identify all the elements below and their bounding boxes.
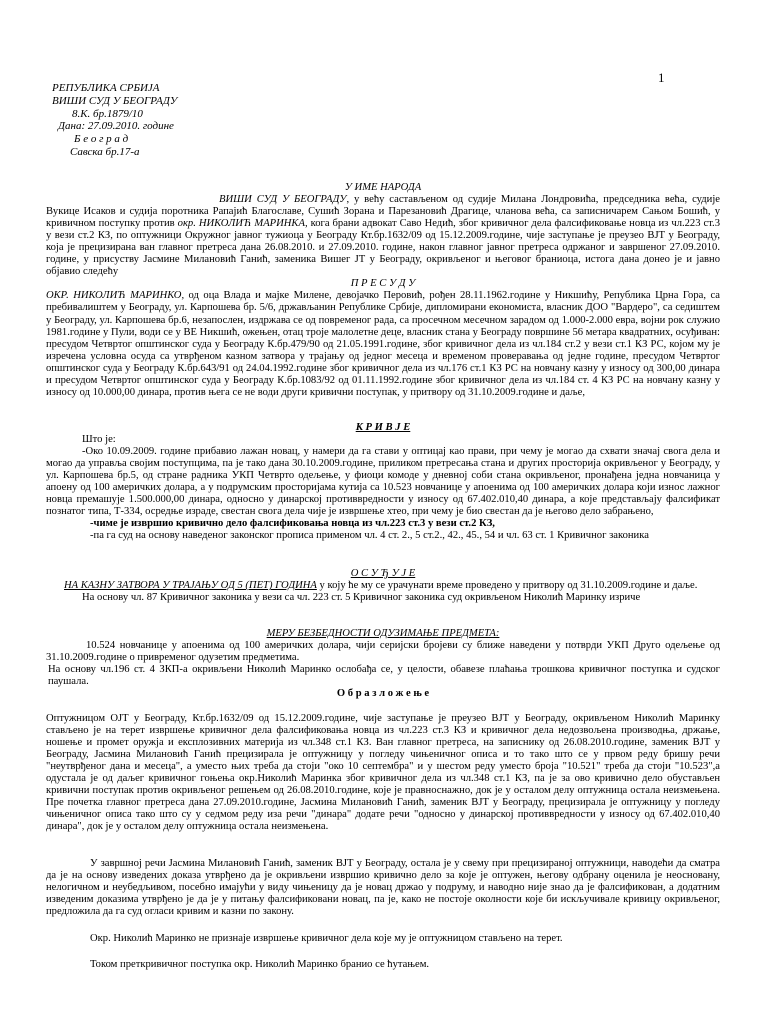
title-sentences: О С У Ђ У Ј Е [350, 568, 416, 579]
guilt-offense: -чиме је извршио кривично дело фалсификовања новца из чл.223 ст.3 у вези ст.2 КЗ, [90, 518, 495, 530]
header-republic: РЕПУБЛИКА СРБИЈА [52, 82, 160, 94]
reasoning-section [46, 713, 720, 833]
reasoning-title-block [46, 688, 720, 700]
sentence-section [46, 568, 720, 604]
court-name: ВИШИ СУД У БЕОГРАДУ [219, 194, 347, 206]
sentence-term: НА КАЗНУ ЗАТВОРА У ТРАЈАЊУ ОД 5 (ПЕТ) ГОДИНА [64, 580, 317, 592]
title-reasoning: О б р а з л о ж е њ е [336, 688, 430, 699]
page-number: 1 [658, 70, 665, 85]
security-measure-basis: На основу чл. 87 Кривичног законика у вези са чл. 223 ст. 5 Кривичног законика суд окривљеном Николић Маринку изриче [82, 592, 641, 604]
header-court: ВИШИ СУД У БЕОГРАДУ [52, 94, 178, 107]
defendant-name: окр. НИКОЛИЋ МАРИНКА, [177, 218, 308, 230]
reasoning-silence [46, 959, 720, 971]
accused-name: ОКР. НИКОЛИЋ МАРИНКО, [46, 290, 185, 302]
title-security-measure: МЕРУ БЕЗБЕДНОСТИ ОДУЗИМАЊЕ ПРЕДМЕТА: [266, 628, 500, 639]
reasoning-not-guilty-plea: Окр. Николић Маринко не признаје извршење кривичног дела које му је оптужницом стављено на терет. [90, 933, 563, 944]
title-in-name-of-people: У ИМЕ НАРОДА [344, 182, 422, 193]
reasoning-prosecutor: У завршној речи Јасмина Милановић Ганић, заменик ВЈТ у Београду, остала је у свему при прецизираној оптужници, наводећи да сматра да је на основу изведених доказа утврђено да је окривљени извршио кривично дело за које је оптужен, његову одбрану оценила је неосновану, нелогичном и неубедљивом, посебно имајући у виду чињеницу да је новац држао у подруму, и наводно није знао да је фалсификован, а додатним изведеним доказима утврђено је да је у питању фалсификовани новац, па је, како не постоје околности које би искључивале кривицу окривљеног, предложила да га суд огласи кривим и казни по закону. [46, 858, 720, 918]
guilt-what: Што је: [82, 434, 116, 446]
header-city: Б е о г р а д [74, 133, 129, 146]
guilt-law: -па га суд на основу наведеног законског прописа применом чл. 4 ст. 2., 5 ст.2., 42., 45., 54 и чл. 63 ст. 1 Кривичног законика [90, 530, 649, 542]
sentence-paragraph: НА КАЗНУ ЗАТВОРА У ТРАЈАЊУ ОД 5 (ПЕТ) ГОДИНА у коју ће му се урачунати време проведено у притвору од 31.10.2009.године и даље. [64, 580, 698, 592]
title-guilty: К Р И В Ј Е [355, 422, 411, 433]
reasoning-defended-silence: Током преткривичног поступка окр. Николић Маринко бранио се ћутањем. [90, 959, 430, 970]
court-header [0, 82, 177, 159]
reasoning-plea [46, 933, 720, 945]
measure-banknotes: 10.524 новчанице у апоенима од 100 америчких долара, чији серијски бројеви су ближе наведени у потврди УКП Друго одељење од 31.10.2009.године о привременог одузетим предметима. [46, 640, 720, 664]
header-case-number: 8.К. бр.1879/10 [72, 107, 143, 120]
guilt-facts: -Око 10.09.2009. године прибавио лажан новац, у намери да га стави у оптицај као прави, при чему је могао да схвати значај свога дела и могао да управља својим поступцима, па је тако дана 30.10.2009.године, приликом претресања стана и других просторија окривљеног у Београду, у ул. Карпошева бр.5, од стране радника УКП Четврто одељење, у фиоци комоде у дневној соби стана окривљеног, пронађена једна новчаница у апоену од 100 америчких долара, а у подрумским просторијама кутија са 10.523 новчанице у апоенима од 100 америчких долара који износ лажног новца премашује 1.500.000,00 динара, односно у динарској противвредности у износу од 67.402.010,40 динара, а које представљају фалсификат познатог типа, Т-334, осредње израде, свестан свога дела чије је извршење хтео, при чему је био свестан да је његово дело забрањено, [46, 446, 720, 518]
title-verdict: П Р Е С У Д У [350, 278, 416, 290]
reasoning-closing [46, 858, 720, 918]
accused-paragraph: ОКР. НИКОЛИЋ МАРИНКО, од оца Влада и мајке Милене, девојачко Перовић, рођен 28.11.1962.године у Никшићу, Република Црна Гора, са пребивалиштем у Београду, ул. Карпошева бр. 5/6, држављанин Републике Србије, дипломирани економиста, власник ДОО "Вардеро", са седиштем у Београду, ул. Карпошева бр.6, незапослен, издржава се од повременог рада, са просечном месечном зарадом од 1.000-2.000 евра, војни рок служио 1981.године у Пули, води се у ВЕ Никшић, ожењен, отац троје малолетне деце, власник стана у Београду површине 56 метара квадратних, осуђиван: пресудом Четвртог општинског суда у Београду К.бр.479/90 од 21.05.1991.године, због кривичног дела из чл.184 ст.2 у вези ст.1 КЗ РС, којом му је изречена условна осуда са утврђеном казном затвора у трајању од једног месеца и временом проверавања од једне године, пресудом Четвртог општинског суда у Београду К.бр.643/91 од 24.04.1992.године због кривичног дела из чл.176 ст.1 КЗ РС на новчану казну у износу од 300,00 динара и пресудом Четвртог општинског суда у Београду К.бр.1083/92 од 01.11.1992.године због кривичног дела из чл.184 ст. 4 КЗ РС на новчану казну у износу од 10.000,00 динара, против њега се не води други кривични поступак, у притвору од 31.10.2009.године и даље, [46, 290, 720, 398]
verdict-intro [46, 182, 720, 399]
header-address: Савска бр.17-а [70, 145, 140, 158]
guilt-section [46, 422, 720, 542]
measure-section [46, 628, 720, 688]
intro-paragraph: ВИШИ СУД У БЕОГРАДУ, у већу састављеном од судије Милана Лондровића, председника већа, судије Вукице Исаков и судија поротника Рапајић Благославе, Сушић Зорана и Парезановић Драгице, чланова већа, са записничарем Сањом Бошић, у кривичном поступку против окр. НИКОЛИЋ МАРИНКА, кога брани адвокат Саво Недић, због кривичног дела фалсификовање новца из чл.223 ст.3 у вези ст.2 КЗ, по оптужници Окружног јавног тужиоца у Београду Кт.бр.1632/09 од 15.12.2009.године, чије заступање је преузео ВЈТ у Београду, која је прецизирана ван главног претреса дана 26.08.2010. и 27.09.2010. године, након главног јавног претреса одржаног и завршеног 27.09.2010. године, у присуству Јасмине Милановић Ганић, заменика Вишег ЈТ у Београду, окривљеног и његовог браниоца, истога дана донео је и јавно објавио следећу [46, 194, 720, 278]
header-date: Дана: 27.09.2010. године [58, 120, 174, 133]
reasoning-indictment: Оптужницом ОЈТ у Београду, Кт.бр.1632/09 од 15.12.2009.године, чије заступање је преузео ВЈТ у Београду, окривљеном Николић Маринку стављено је на терет извршење кривичног дела фалсификовања новца из чл.223 ст.3 КЗ и кривичног дела недозвољена производња, држање, ношење и промет оружја и експлозивних материја из чл.348 ст.1 КЗ. Ван главног претреса, на записнику од 26.08.2010.године, заменик ВЈТ у Београду, Јасмина Милановић Ганић прецизирала је оптужницу у погледу чињеничног описа и то тако што се у првом реду бришу речи "неутврђеног дана и месеца", а уместо њих треба да стоји "око 10 септембра" и у шестом реду уместо броја "10.521" треба да стоји "10.523",а одустала је од даљег кривичног гоњења окр.Николић Маринка због кривичног дела из чл.348 ст.1 КЗ, па је за ово кривично дело обустављен кривични поступак против окривљеног решењем од 26.08.2010.године, које је правноснажно, док је у осталом делу оптужница остала неизмењена. Пре почетка главног претреса дана 27.09.2010.године, Јасмина Милановић Ганић, заменик ВЈТ у Београду, прецизирала је оптужницу у погледу чињеничног описа тако што су у седмом реду иза речи "динара" додате речи "односно у динарској противвредности у износу од 67.402.010,40 динара", док је у осталом делу оптужница остала неизмењена. [46, 713, 720, 833]
measure-costs: На основу чл.196 ст. 4 ЗКП-а окривљени Николић Маринко ослобађа се, у целости, обавезе плаћања трошкова кривичног поступка и судског паушала. [48, 664, 720, 688]
